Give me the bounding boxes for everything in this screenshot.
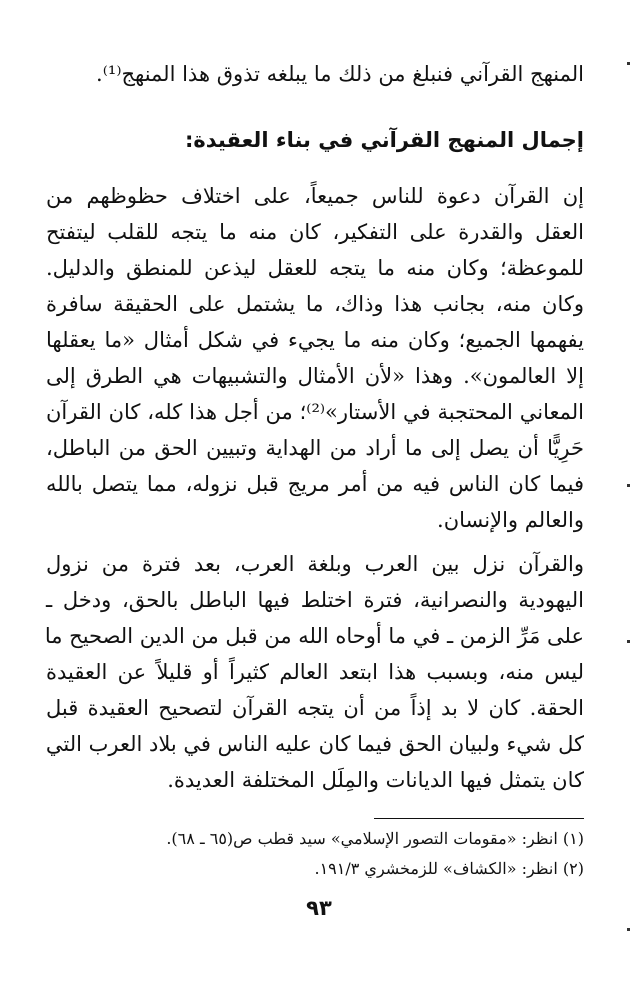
text-line: والقرآن نزل بين العرب وبلغة العرب، بعد فترة من نزول	[46, 552, 584, 576]
text-line: للموعظة؛ وكان منه ما يتجه للعقل ليذعن للمنطق والدليل.	[46, 256, 584, 280]
text-line: الحقة. كان لا بد إذاً من أن يتجه القرآن لتصحيح العقيدة قبل	[46, 696, 584, 720]
paragraph-1	[46, 178, 584, 538]
text-line: فيما كان الناس فيه من أمر مريج قبل نزوله، مما يتصل بالله	[46, 472, 584, 496]
text-line: يفهمها الجميع؛ وكان منه ما يجيء في شكل أمثال «ما يعقلها	[46, 328, 584, 352]
text-line: المعاني المحتجبة في الأستار»⁽²⁾؛ من أجل هذا كله، كان القرآن	[46, 400, 584, 424]
paragraph-2	[46, 546, 584, 798]
text-line: اليهودية والنصرانية، فترة اختلط فيها الباطل بالحق، ودخل ـ	[46, 588, 584, 612]
footnote-divider	[374, 818, 584, 819]
text-line: حَرِيًّا أن يصل إلى ما أراد من الهداية وتبيين الحق من الباطل،	[46, 436, 584, 460]
edge-mark	[627, 484, 630, 487]
footnote-2: (٢) انظر: «الكشاف» للزمخشري ١٩١/٣.	[314, 859, 584, 878]
edge-mark	[627, 928, 630, 931]
text-line: ليس منه، وبسبب هذا ابتعد العالم كثيراً أو قليلاً عن العقيدة	[46, 660, 584, 684]
text-line: كان يتمثل فيها الديانات والمِلَل المختلفة العديدة.	[167, 768, 584, 792]
footnotes	[46, 824, 584, 884]
text-line: العقل والقدرة على التفكير، كان منه ما يتجه للقلب ليتفتح	[46, 220, 584, 244]
text-line: إن القرآن دعوة للناس جميعاً، على اختلاف حظوظهم من	[46, 184, 584, 208]
text-line: على مَرِّ الزمن ـ في ما أوحاه الله من قبل من الدين الصحيح ما	[44, 624, 584, 648]
text-line: وكان منه، بجانب هذا وذاك، ما يشتمل على الحقيقة سافرة	[46, 292, 584, 316]
footnote-1: (١) انظر: «مقومات التصور الإسلامي» سيد قطب ص(٦٥ ـ ٦٨).	[166, 829, 584, 848]
page-number: ٩٣	[306, 896, 332, 920]
text-line: المنهج القرآني فنبلغ من ذلك ما يبلغه تذوق هذا المنهج⁽¹⁾.	[96, 62, 584, 86]
edge-mark	[627, 62, 630, 65]
text-line: والعالم والإنسان.	[437, 508, 584, 532]
text-line: إلا العالمون». وهذا «لأن الأمثال والتشبيهات هي الطرق إلى	[46, 364, 584, 388]
text-line: كل شيء ولبيان الحق فيما كان عليه الناس في بلاد العرب التي	[45, 732, 584, 756]
edge-mark	[627, 640, 630, 643]
section-heading: إجمال المنهج القرآني في بناء العقيدة:	[184, 128, 584, 152]
opening-paragraph	[46, 56, 584, 92]
